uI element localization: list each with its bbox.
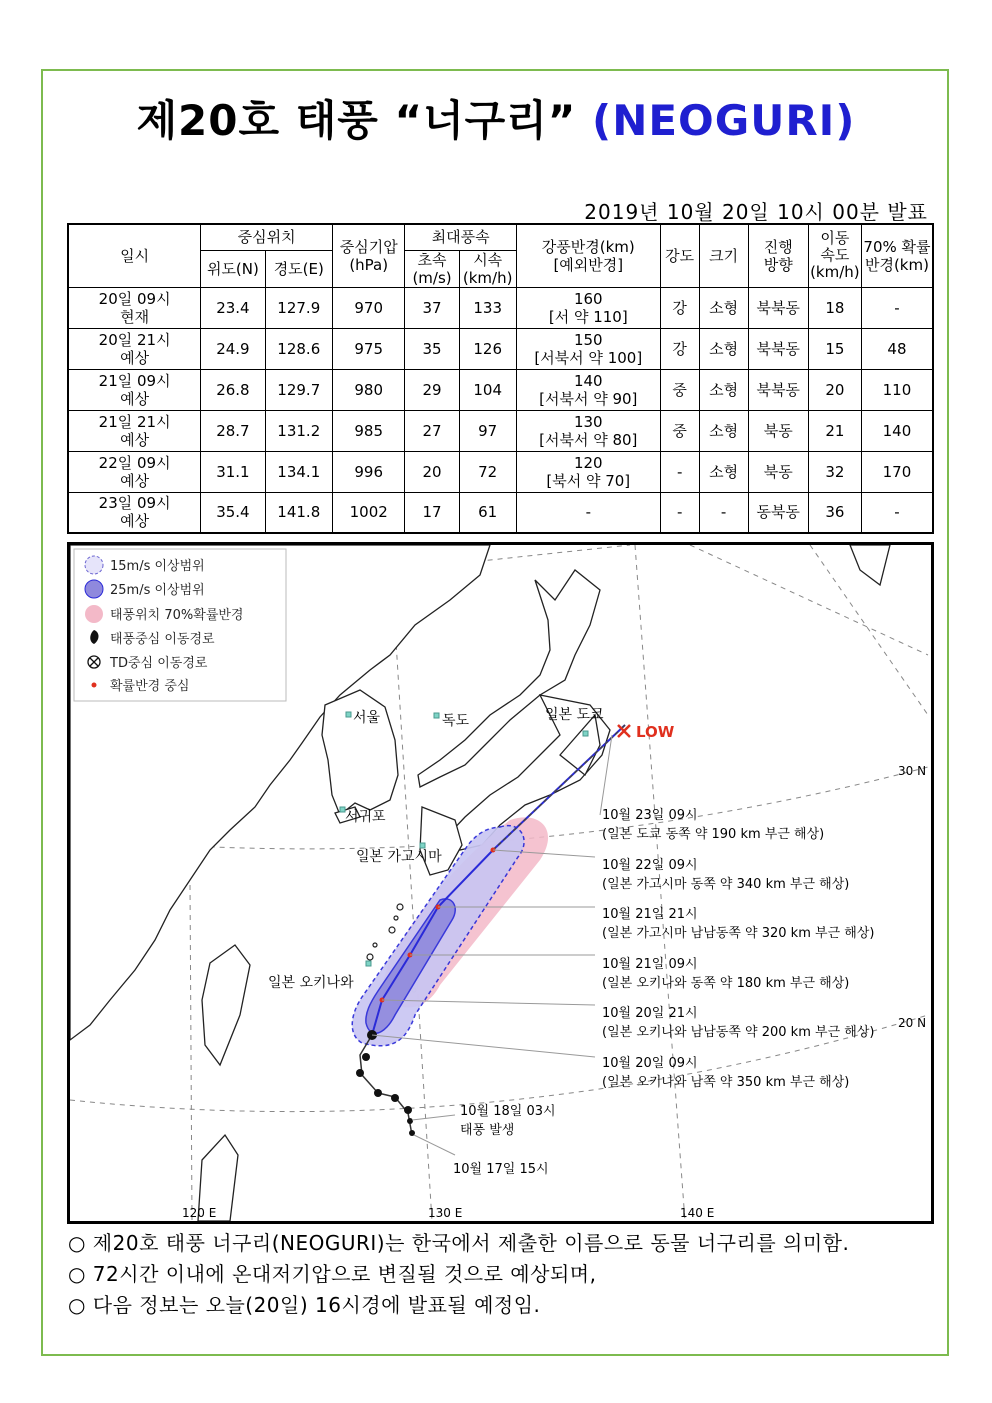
header-time: 일시	[68, 224, 201, 287]
cell-speed: 15	[808, 328, 861, 369]
label-20n: 20 N	[898, 1016, 927, 1030]
cell-radius: 160 [서 약 110]	[516, 287, 660, 328]
label-140e: 140 E	[680, 1206, 715, 1220]
annotation-desc: (일본 오키나와 남남동쪽 약 200 km 부근 해상)	[602, 1025, 875, 1040]
start-time: 10월 17일 15시	[453, 1162, 549, 1177]
cell-pressure: 996	[332, 451, 405, 492]
annotation-time: 10월 20일 09시	[602, 1056, 698, 1071]
cell-direction: 북북동	[748, 328, 808, 369]
cell-prob-radius: -	[861, 287, 933, 328]
legend-label-4: 태풍중심 이동경로	[110, 632, 215, 647]
legend-label-1: 15m/s 이상범위	[110, 559, 205, 574]
typhoon-track-map	[67, 542, 934, 1224]
cell-intensity: 중	[660, 410, 699, 451]
legend-wind25-icon	[85, 580, 103, 598]
cell-lat: 26.8	[201, 369, 265, 410]
annotation-desc: (일본 가고시마 동쪽 약 340 km 부근 해상)	[602, 877, 850, 892]
cell-pressure: 975	[332, 328, 405, 369]
table-row	[68, 369, 933, 410]
cell-lat: 31.1	[201, 451, 265, 492]
table-row	[68, 492, 933, 533]
label-seogwipo: 서귀포	[345, 809, 386, 825]
cell-pressure: 970	[332, 287, 405, 328]
page-title	[0, 88, 992, 148]
header-kmh: 시속 (km/h)	[459, 250, 516, 287]
cell-intensity: -	[660, 492, 699, 533]
cell-wind-kmh: 61	[459, 492, 516, 533]
cell-direction: 북북동	[748, 369, 808, 410]
cell-prob-radius: 170	[861, 451, 933, 492]
cell-wind-ms: 35	[405, 328, 459, 369]
cell-radius: -	[516, 492, 660, 533]
cell-direction: 북동	[748, 451, 808, 492]
table-row	[68, 287, 933, 328]
cell-lat: 24.9	[201, 328, 265, 369]
cell-wind-ms: 17	[405, 492, 459, 533]
annotation-desc: (일본 오키나와 남쪽 약 350 km 부근 해상)	[602, 1075, 850, 1090]
annotation-desc: (일본 가고시마 남남동쪽 약 320 km 부근 해상)	[602, 926, 875, 941]
cell-time: 21일 09시 예상	[68, 369, 201, 410]
cell-lon: 127.9	[265, 287, 332, 328]
table-row	[68, 410, 933, 451]
cell-intensity: 강	[660, 328, 699, 369]
legend-prob-icon	[85, 605, 103, 623]
header-pressure: 중심기압 (hPa)	[332, 224, 405, 287]
header-ms: 초속 (m/s)	[405, 250, 459, 287]
legend	[74, 549, 286, 701]
cell-speed: 21	[808, 410, 861, 451]
header-intensity: 강도	[660, 224, 699, 287]
cell-wind-kmh: 126	[459, 328, 516, 369]
annotation-time: 10월 23일 09시	[602, 808, 698, 823]
table-row	[68, 328, 933, 369]
annotation-time: 10월 21일 09시	[602, 957, 698, 972]
cell-intensity: -	[660, 451, 699, 492]
annotation-desc: (일본 오키나와 동쪽 약 180 km 부근 해상)	[602, 976, 850, 991]
cell-direction: 북북동	[748, 287, 808, 328]
header-lat: 위도(N)	[201, 250, 265, 287]
label-130e: 130 E	[428, 1206, 463, 1220]
label-okinawa: 일본 오키나와	[268, 975, 354, 991]
label-tokyo: 일본 도쿄	[545, 707, 604, 723]
cell-wind-ms: 27	[405, 410, 459, 451]
header-prob: 70% 확률 반경(km)	[861, 224, 933, 287]
cell-direction: 북동	[748, 410, 808, 451]
low-label: LOW	[636, 723, 675, 741]
table-row	[68, 451, 933, 492]
cell-wind-kmh: 97	[459, 410, 516, 451]
label-30n: 30 N	[898, 764, 927, 778]
legend-label-6: 확률반경 중심	[110, 679, 190, 694]
cell-speed: 20	[808, 369, 861, 410]
cell-time: 22일 09시 예상	[68, 451, 201, 492]
forecast-rows	[68, 287, 933, 533]
cell-prob-radius: 48	[861, 328, 933, 369]
label-120e: 120 E	[182, 1206, 217, 1220]
cell-radius: 120 [북서 약 70]	[516, 451, 660, 492]
cell-size: 소형	[699, 328, 748, 369]
cell-wind-ms: 20	[405, 451, 459, 492]
issue-time: 2019년 10월 20일 10시 00분 발표	[584, 200, 928, 224]
cell-intensity: 중	[660, 369, 699, 410]
cell-size: 소형	[699, 369, 748, 410]
cell-prob-radius: 140	[861, 410, 933, 451]
cell-lon: 129.7	[265, 369, 332, 410]
legend-wind15-icon	[85, 556, 103, 574]
map-svg	[70, 545, 931, 1221]
header-center: 중심위치	[201, 224, 333, 250]
cell-pressure: 985	[332, 410, 405, 451]
cell-wind-kmh: 72	[459, 451, 516, 492]
label-seoul: 서울	[353, 710, 381, 726]
cell-pressure: 980	[332, 369, 405, 410]
cell-lon: 141.8	[265, 492, 332, 533]
header-lon: 경도(E)	[265, 250, 332, 287]
cell-speed: 32	[808, 451, 861, 492]
cell-prob-radius: 110	[861, 369, 933, 410]
cell-radius: 150 [서북서 약 100]	[516, 328, 660, 369]
legend-label-5: TD중심 이동경로	[110, 656, 208, 671]
cell-time: 20일 09시 현재	[68, 287, 201, 328]
note-2: ○ 72시간 이내에 온대저기압으로 변질될 것으로 예상되며,	[68, 1262, 597, 1286]
cell-lon: 128.6	[265, 328, 332, 369]
cell-prob-radius: -	[861, 492, 933, 533]
cell-intensity: 강	[660, 287, 699, 328]
cell-size: -	[699, 492, 748, 533]
annotation-time: 10월 22일 09시	[602, 858, 698, 873]
cell-lon: 134.1	[265, 451, 332, 492]
cell-size: 소형	[699, 410, 748, 451]
header-speed: 이동 속도 (km/h)	[808, 224, 861, 287]
cell-lon: 131.2	[265, 410, 332, 451]
cell-time: 20일 21시 예상	[68, 328, 201, 369]
cell-lat: 23.4	[201, 287, 265, 328]
cell-size: 소형	[699, 287, 748, 328]
cell-wind-kmh: 104	[459, 369, 516, 410]
legend-label-2: 25m/s 이상범위	[110, 583, 205, 598]
cell-direction: 동북동	[748, 492, 808, 533]
legend-red-dot-icon	[92, 683, 97, 688]
label-kagoshima: 일본 가고시마	[356, 849, 442, 865]
annotation-time: 10월 21일 21시	[602, 907, 698, 922]
cell-radius: 130 [서북서 약 80]	[516, 410, 660, 451]
genesis-desc: 태풍 발생	[460, 1123, 515, 1138]
cell-pressure: 1002	[332, 492, 405, 533]
label-dokdo: 독도	[442, 713, 470, 729]
notes	[68, 1228, 849, 1321]
forecast-table	[67, 223, 934, 534]
header-maxwind: 최대풍속	[405, 224, 516, 250]
header-size: 크기	[699, 224, 748, 287]
genesis-time: 10월 18일 03시	[460, 1104, 556, 1119]
note-3: ○ 다음 정보는 오늘(20일) 16시경에 발표될 예정임.	[68, 1293, 541, 1317]
note-1: ○ 제20호 태풍 너구리(NEOGURI)는 한국에서 제출한 이름으로 동물 너구리를 의미함.	[68, 1231, 850, 1255]
cell-wind-kmh: 133	[459, 287, 516, 328]
cell-lat: 28.7	[201, 410, 265, 451]
cell-size: 소형	[699, 451, 748, 492]
annotation-desc: (일본 도쿄 동쪽 약 190 km 부근 해상)	[602, 827, 825, 842]
header-radius: 강풍반경(km) [예외반경]	[516, 224, 660, 287]
cell-speed: 36	[808, 492, 861, 533]
cell-speed: 18	[808, 287, 861, 328]
legend-label-3: 태풍위치 70%확률반경	[110, 608, 244, 623]
title-english: (NEOGURI)	[592, 96, 856, 145]
cell-wind-ms: 29	[405, 369, 459, 410]
cell-time: 23일 09시 예상	[68, 492, 201, 533]
header-direction: 진행 방향	[748, 224, 808, 287]
cell-radius: 140 [서북서 약 90]	[516, 369, 660, 410]
cell-time: 21일 21시 예상	[68, 410, 201, 451]
cell-wind-ms: 37	[405, 287, 459, 328]
cell-lat: 35.4	[201, 492, 265, 533]
annotation-time: 10월 20일 21시	[602, 1006, 698, 1021]
title-korean: 제20호 태풍 “너구리”	[136, 96, 577, 145]
